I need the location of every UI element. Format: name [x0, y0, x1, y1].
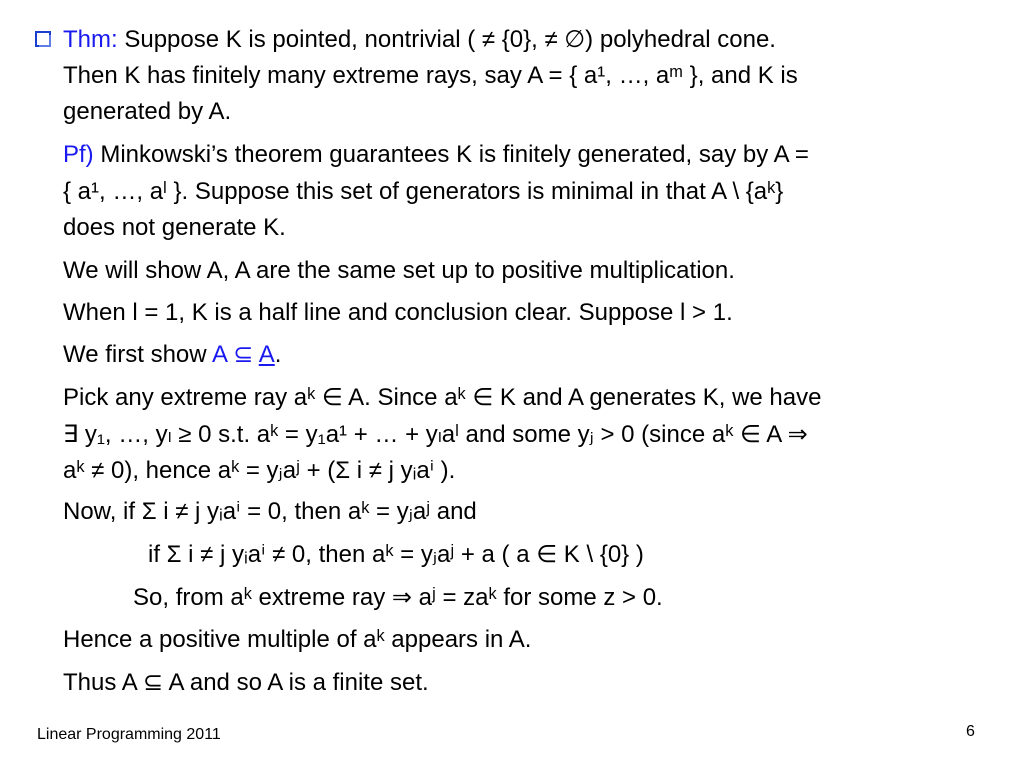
first-show-line: We first show A ⊆ A. [63, 341, 282, 368]
subset-statement: A ⊆ [211, 341, 259, 368]
page-number: 6 [966, 723, 975, 740]
proof-line-2: { a¹, …, aˡ }. Suppose this set of generators is minimal in that A \ {aᵏ} [63, 178, 784, 205]
theorem-line-3: generated by A. [63, 98, 232, 125]
thus-line: Thus A ⊆ A and so A is a finite set. [63, 669, 429, 696]
theorem-label: Thm: [63, 26, 125, 53]
case-line: When l = 1, K is a half line and conclusion clear. Suppose l > 1. [63, 299, 733, 326]
so-line: So, from aᵏ extreme ray ⇒ aʲ = zaᵏ for some z > 0. [133, 584, 663, 611]
hollow-square-bullet-icon [35, 31, 51, 47]
pick-line-3: aᵏ ≠ 0), hence aᵏ = yⱼaʲ + (Σ i ≠ j yᵢaⁱ ). [63, 457, 456, 484]
underlined-A: A [258, 341, 275, 368]
theorem-line-1: Thm: Suppose K is pointed, nontrivial ( ≠ {0}, ≠ ∅) polyhedral cone. [63, 26, 776, 53]
proof-line-1: Pf) Minkowski’s theorem guarantees K is finitely generated, say by A = [63, 141, 809, 168]
now-line: Now, if Σ i ≠ j yᵢaⁱ = 0, then aᵏ = yⱼaʲ and [63, 498, 477, 525]
proof-label: Pf) [63, 141, 101, 168]
footer-course: Linear Programming 2011 [37, 726, 221, 743]
hence-line: Hence a positive multiple of aᵏ appears in A. [63, 626, 532, 653]
theorem-line-2: Then K has finitely many extreme rays, say A = { a¹, …, aᵐ }, and K is [63, 62, 798, 89]
show-line: We will show A, A are the same set up to positive multiplication. [63, 257, 735, 284]
pick-line-2: ∃ y₁, …, yₗ ≥ 0 s.t. aᵏ = y₁a¹ + … + yₗaˡ and some yⱼ > 0 (since aᵏ ∈ A ⇒ [63, 421, 808, 448]
proof-line-3: does not generate K. [63, 214, 286, 241]
pick-line-1: Pick any extreme ray aᵏ ∈ A. Since aᵏ ∈ K and A generates K, we have [63, 384, 822, 411]
if-line: if Σ i ≠ j yᵢaⁱ ≠ 0, then aᵏ = yⱼaʲ + a ( a ∈ K \ {0} ) [148, 541, 644, 568]
